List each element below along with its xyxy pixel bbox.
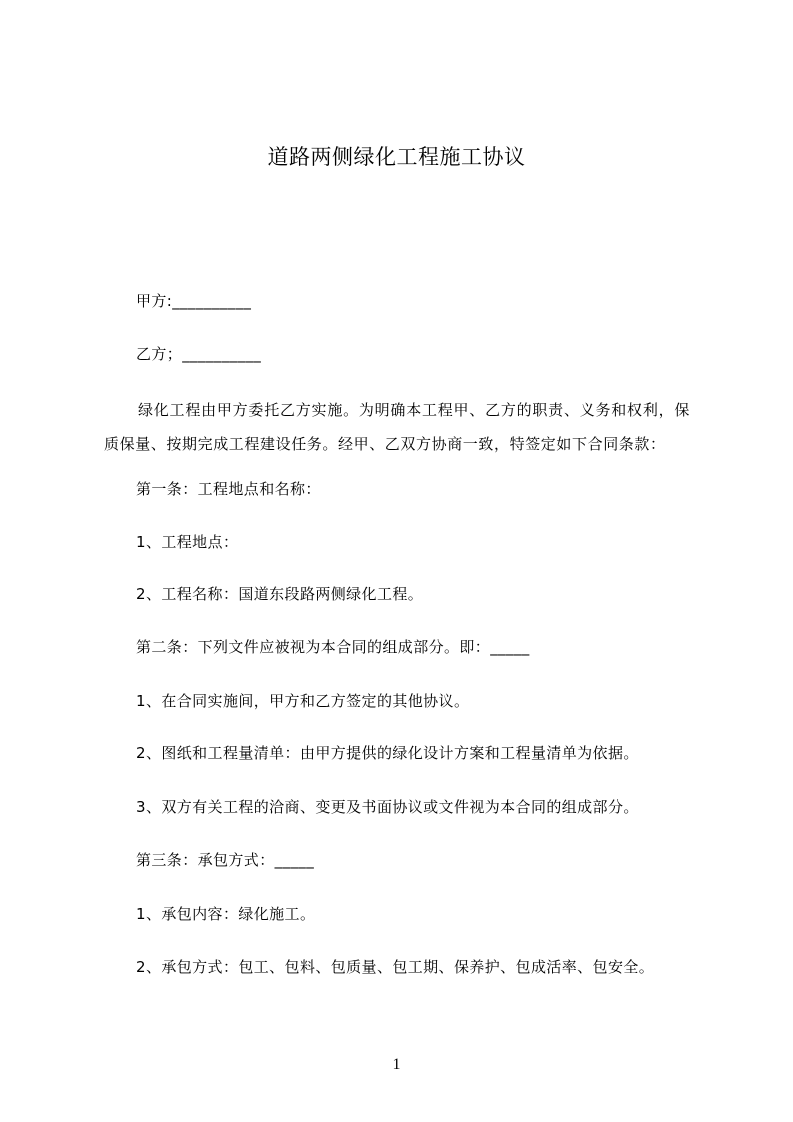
party-a-line: 甲方:__________: [136, 292, 252, 310]
article-1-heading: 第一条：工程地点和名称：: [136, 480, 321, 498]
article-2-item: 3、双方有关工程的洽商、变更及书面协议或文件视为本合同的组成部分。: [136, 798, 639, 816]
article-3-item: 2、承包方式：包工、包料、包质量、包工期、保养护、包成活率、包安全。: [136, 958, 655, 976]
page-number: 1: [392, 1056, 401, 1073]
article-1-item: 2、工程名称：国道东段路两侧绿化工程。: [136, 585, 424, 603]
article-1-item: 1、工程地点：: [136, 533, 239, 551]
article-3-heading: 第三条：承包方式：_____: [136, 851, 315, 869]
article-2-item: 1、在合同实施间，甲方和乙方签定的其他协议。: [136, 692, 470, 710]
article-2-item: 2、图纸和工程量清单：由甲方提供的绿化设计方案和工程量清单为依据。: [136, 744, 639, 762]
article-3-item: 1、承包内容：绿化施工。: [136, 905, 316, 923]
document-title: 道路两侧绿化工程施工协议: [267, 145, 526, 169]
party-b-line: 乙方；__________: [136, 345, 262, 363]
intro-paragraph: 绿化工程由甲方委托乙方实施。为明确本工程甲、乙方的职责、义务和权利，保质保量、按期完成工程建设任务。经甲、乙双方协商一致，特签定如下合同条款：: [104, 401, 690, 453]
article-2-heading: 第二条：下列文件应被视为本合同的组成部分。即：_____: [136, 638, 530, 656]
